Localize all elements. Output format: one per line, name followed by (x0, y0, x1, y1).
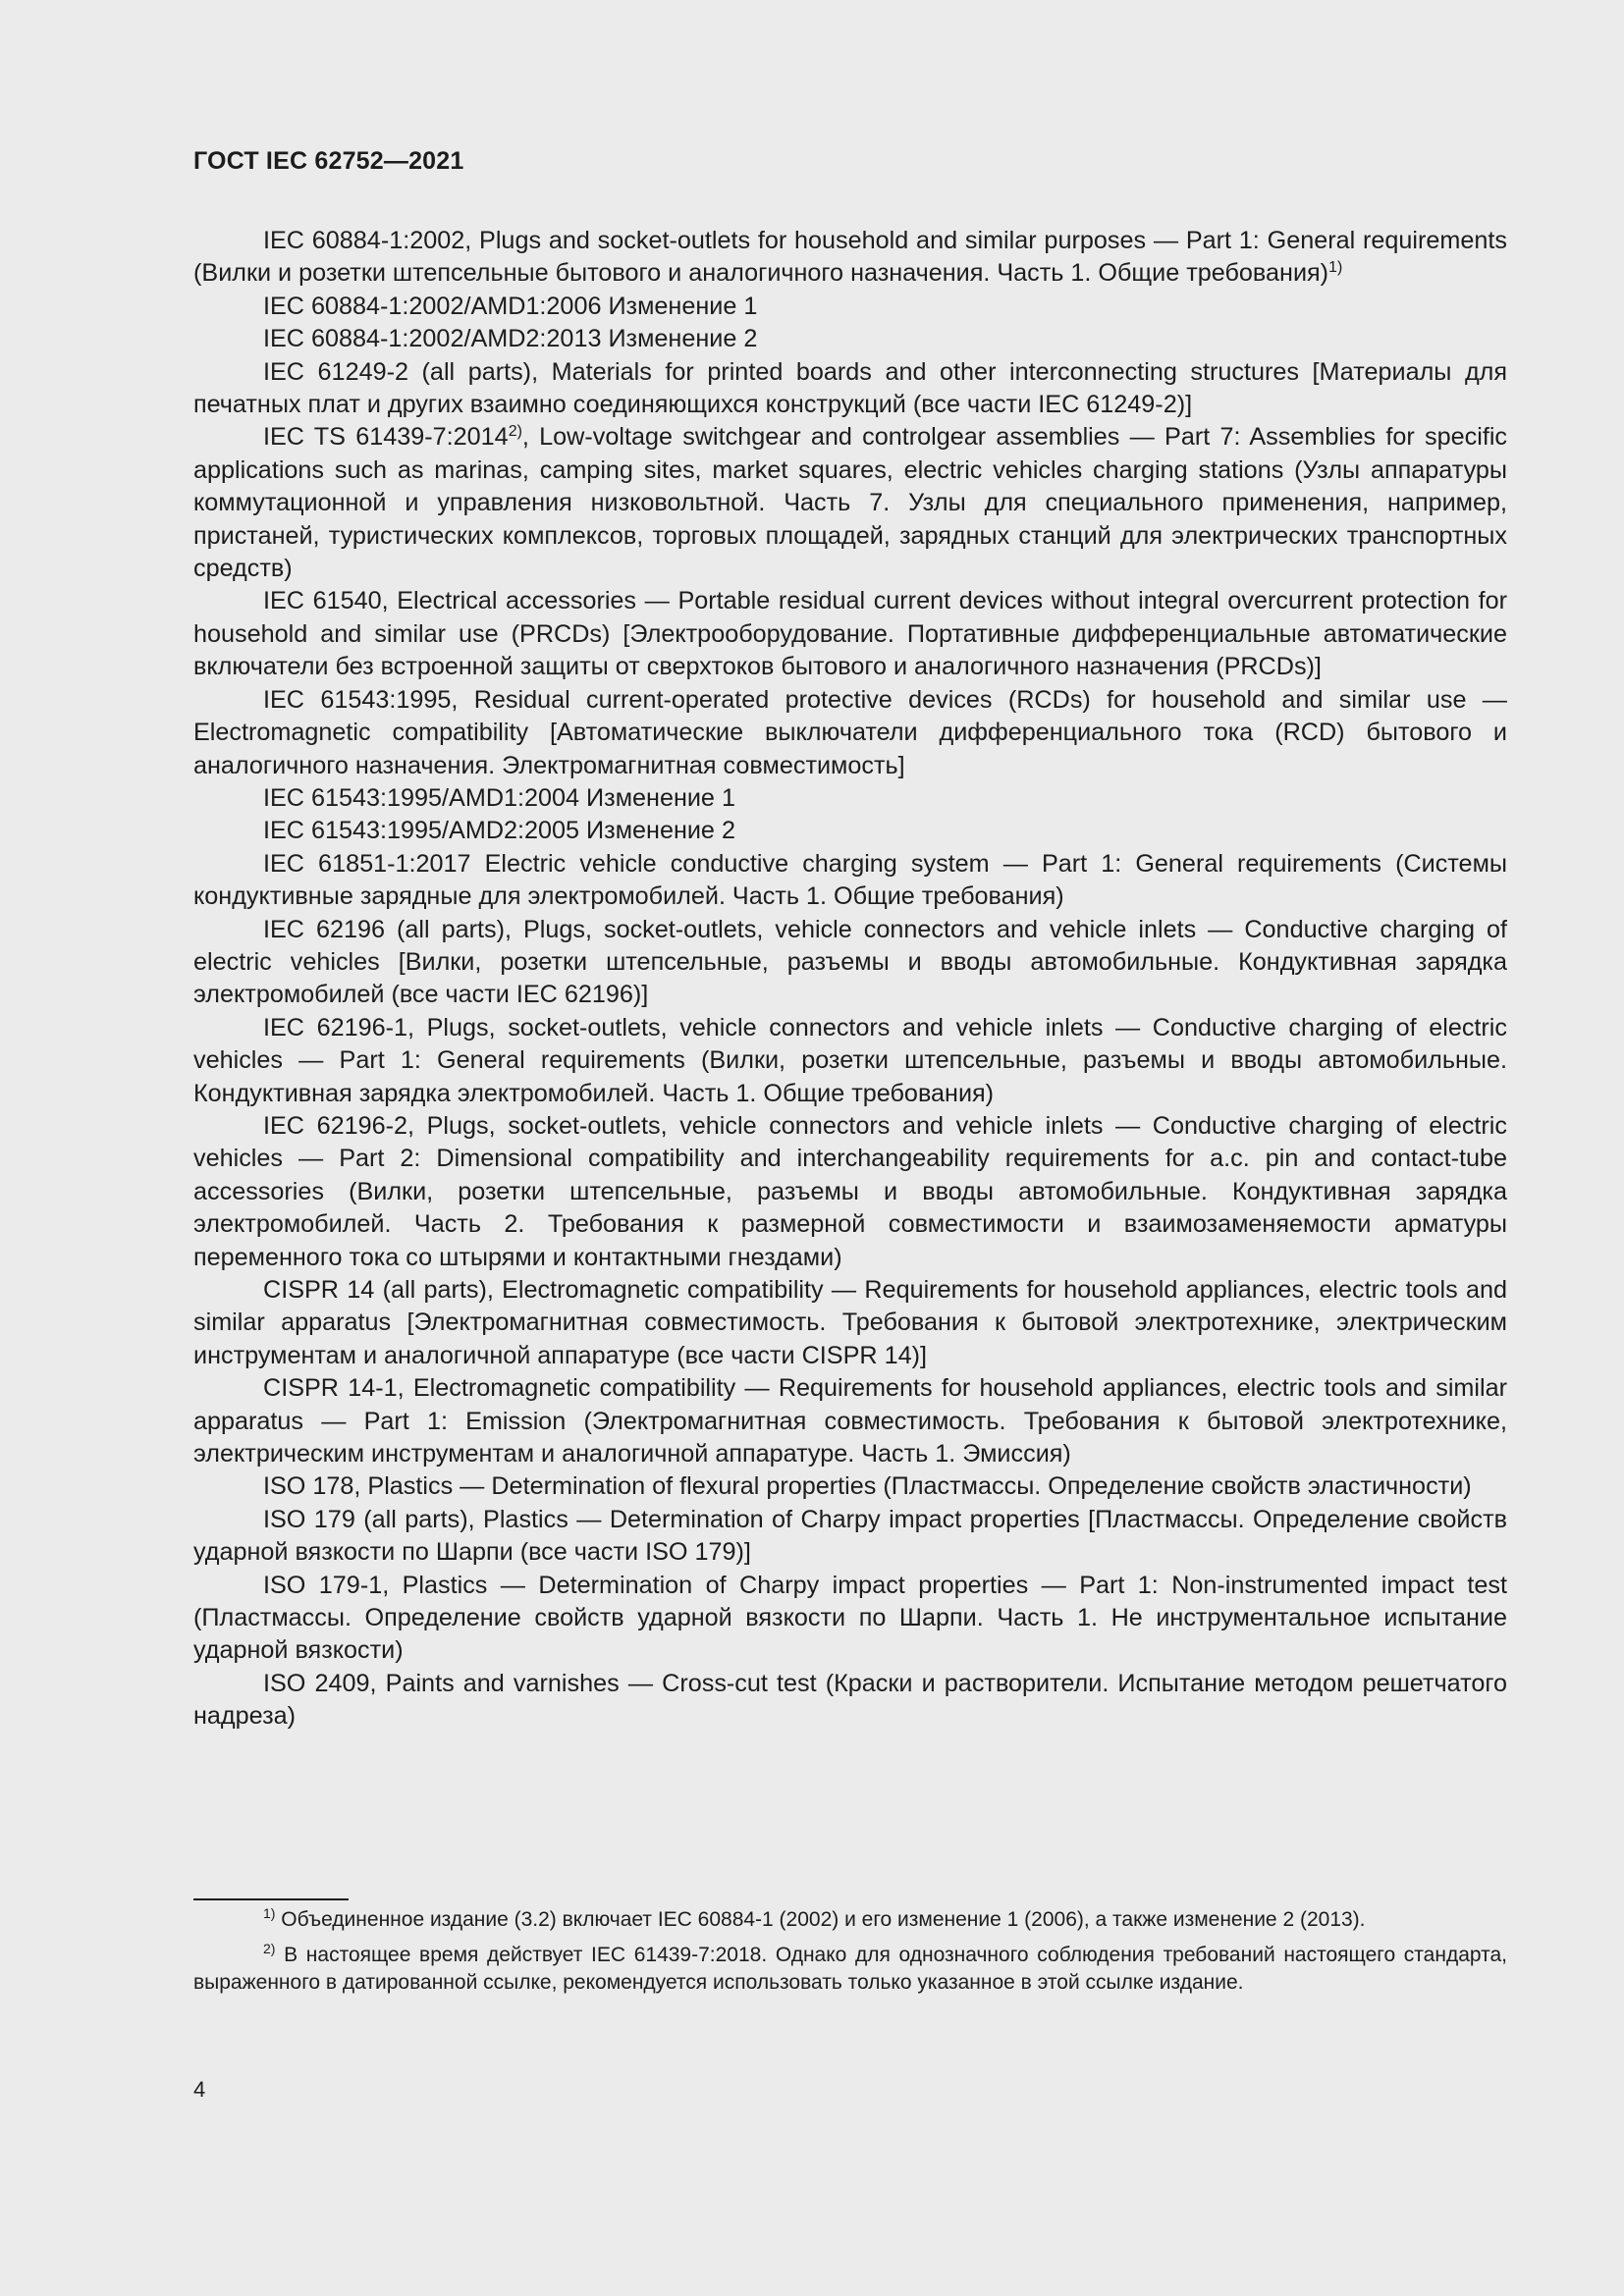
reference-item: IEC 60884-1:2002/AMD2:2013 Изменение 2 (263, 325, 758, 353)
normative-references (193, 225, 1507, 1734)
footnote-divider (193, 1898, 349, 1900)
reference-item: IEC 61543:1995, Residual current-operated protective devices (RCDs) for household and similar use — Electromagnetic compatibility [Автоматические выключатели дифференциального тока (RCD) бытового и аналогичного назначения. Электромагнитная совместимость] (193, 685, 1507, 779)
reference-item: IEC 61851-1:2017 Electric vehicle conductive charging system — Part 1: General requirements (Системы кондуктивные зарядные для электромобилей. Часть 1. Общие требования) (193, 849, 1507, 911)
reference-item: IEC 62196 (all parts), Plugs, socket-outlets, vehicle connectors and vehicle inlets — Conductive charging of electric vehicles [Вилки, розетки штепсельные, разъемы и вводы автомобильные. Кондуктивная зарядка электромобилей (все части IEC 62196)] (193, 915, 1507, 1009)
reference-item: IEC 60884-1:2002, Plugs and socket-outlets for household and similar purposes — Part 1: General requirements (Вилки и розетки штепсельные бытового и аналогичного назначения. Часть 1. Общие требования)$^{1)}$ (193, 227, 1507, 288)
reference-item: ISO 178, Plastics — Determination of flexural properties (Пластмассы. Определение свойств эластичности) (263, 1472, 1472, 1501)
reference-item: ISO 2409, Paints and varnishes — Cross-cut test (Краски и растворители. Испытание методом решетчатого надреза) (193, 1669, 1507, 1731)
footnote-mark: 1) (263, 1905, 276, 1921)
reference-item: IEC 61543:1995/AMD1:2004 Изменение 1 (263, 783, 735, 812)
reference-item: IEC TS 61439-7:2014$^{2)}$, Low-voltage switchgear and controlgear assemblies — Part 7: Assemblies for specific applications such as marinas, camping sites, market squares, electric vehicles charging stations (Узлы аппаратуры коммутационной и управления низковольтной. Часть 7. Узлы для специального применения, например, пристаней, туристических комплексов, торговых площадей, зарядных станций для электрических транспортных средств) (193, 423, 1508, 583)
footnotes (193, 1906, 1507, 2004)
footnote-ref: 1) (1328, 259, 1343, 277)
reference-item: CISPR 14 (all parts), Electromagnetic compatibility — Requirements for household appliances, electric tools and similar apparatus [Электромагнитная совместимость. Требования к бытовой электротехнике, электрическим инструментам и аналогичной аппаратуре (все части CISPR 14)] (193, 1276, 1507, 1369)
reference-item: IEC 61249-2 (all parts), Materials for printed boards and other interconnecting structures [Материалы для печатных плат и других взаимно соединяющихся конструкций (все части IEC 61249-2)] (193, 357, 1507, 419)
reference-item: IEC 60884-1:2002/AMD1:2006 Изменение 1 (263, 292, 758, 320)
page-number: 4 (193, 2077, 206, 2102)
reference-item: ISO 179 (all parts), Plastics — Determination of Charpy impact properties [Пластмассы. Определение свойств ударной вязкости по Шарпи (все части ISO 179)] (193, 1505, 1507, 1567)
document-header: ГОСТ IEC 62752—2021 (193, 147, 464, 175)
reference-item: IEC 62196-2, Plugs, socket-outlets, vehicle connectors and vehicle inlets — Conductive charging of electric vehicles — Part 2: Dimensional compatibility and interchangeability requirements for a.c. pin and contact-tube accessories (Вилки, розетки штепсельные, разъемы и вводы автомобильные. Кондуктивная зарядка электромобилей. Часть 2. Требования к размерной совместимости и взаимозаменяемости арматуры переменного тока со штырями и контактными гнездами) (193, 1111, 1507, 1271)
reference-item: IEC 61543:1995/AMD2:2005 Изменение 2 (263, 817, 735, 845)
reference-item: CISPR 14-1, Electromagnetic compatibility — Requirements for household appliances, electric tools and similar apparatus — Part 1: Emission (Электромагнитная совместимость. Требования к бытовой электротехнике, электрическим инструментам и аналогичной аппаратуре. Часть 1. Эмиссия) (193, 1374, 1507, 1468)
footnote-mark: 2) (263, 1941, 276, 1956)
footnote-item: $^{1)}$ Объединенное издание (3.2) включает IEC 60884-1 (2002) и его изменение 1 (2006), а также изменение 2 (2013). (263, 1905, 1366, 1931)
reference-item: IEC 62196-1, Plugs, socket-outlets, vehicle connectors and vehicle inlets — Conductive charging of electric vehicles — Part 1: General requirements (Вилки, розетки штепсельные, разъемы и вводы автомобильные. Кондуктивная зарядка электромобилей. Часть 1. Общие требования) (193, 1013, 1507, 1107)
footnote-ref: 2) (508, 423, 522, 441)
footnote-item: $^{2)}$ В настоящее время действует IEC 61439-7:2018. Однако для однозначного соблюдения требований настоящего стандарта, выраженного в датированной ссылке, рекомендуется использовать только указанное в этой ссылке издание. (193, 1941, 1508, 1994)
reference-item: IEC 61540, Electrical accessories — Portable residual current devices without integral overcurrent protection for household and similar use (PRCDs) [Электрооборудование. Портативные дифференциальные автоматические включатели без встроенной защиты от сверхтоков бытового и аналогичного назначения (PRCDs)] (193, 587, 1507, 681)
reference-item: ISO 179-1, Plastics — Determination of Charpy impact properties — Part 1: Non-instrumented impact test (Пластмассы. Определение свойств ударной вязкости по Шарпи. Часть 1. Не инструментальное испытание ударной вязкости) (193, 1571, 1507, 1665)
